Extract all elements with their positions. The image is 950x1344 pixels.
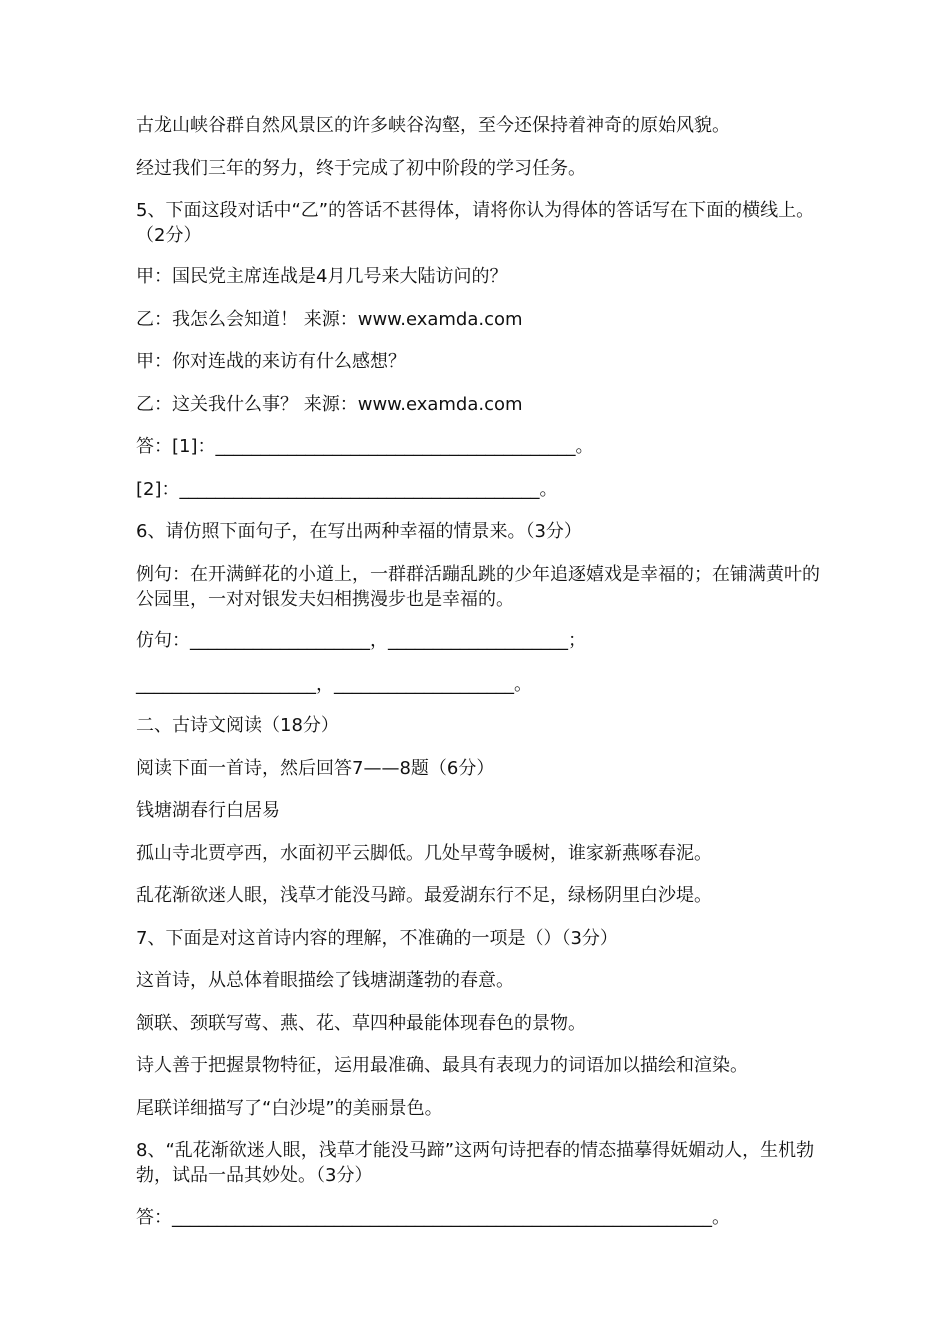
dialogue-line-yi-1: 乙：我怎么会知道！ 来源：www.examda.com xyxy=(136,309,523,330)
dialogue-line-yi-2: 乙：这关我什么事？ 来源：www.examda.com xyxy=(136,394,523,415)
poem-title: 钱塘湖春行白居易 xyxy=(136,800,280,821)
imitation-blank-2: ____________________，____________________。 xyxy=(136,674,532,695)
dialogue-line-jia-2: 甲：你对连战的来访有什么感想？ xyxy=(136,351,406,372)
reading-instruction: 阅读下面一首诗，然后回答7——8题（6分） xyxy=(136,758,495,779)
text-line-three-years: 经过我们三年的努力，终于完成了初中阶段的学习任务。 xyxy=(136,158,586,179)
option-line-2: 颔联、颈联写莺、燕、花、草四种最能体现春色的景物。 xyxy=(136,1013,586,1034)
question-5-prompt: 5、下面这段对话中“乙”的答话不甚得体，请将你认为得体的答话写在下面的横线上。（2分） xyxy=(136,200,815,246)
option-line-4: 尾联详细描写了“白沙堤”的美丽景色。 xyxy=(136,1098,443,1119)
option-line-1: 这首诗，从总体着眼描绘了钱塘湖蓬勃的春意。 xyxy=(136,970,514,991)
section-2-heading: 二、古诗文阅读（18分） xyxy=(136,715,339,736)
text-line-scenic-area: 古龙山峡谷群自然风景区的许多峡谷沟壑，至今还保持着神奇的原始风貌。 xyxy=(136,115,730,136)
option-line-3: 诗人善于把握景物特征，运用最准确、最具有表现力的词语加以描绘和渲染。 xyxy=(136,1055,748,1076)
question-8-prompt: 8、“乱花渐欲迷人眼，浅草才能没马蹄”这两句诗把春的情态描摹得妩媚动人，生机勃勃，试品一品其妙处。（3分） xyxy=(136,1140,815,1186)
dialogue-line-jia-1: 甲：国民党主席连战是4月几号来大陆访问的？ xyxy=(136,266,508,287)
example-sentence: 例句：在开满鲜花的小道上，一群群活蹦乱跳的少年追逐嬉戏是幸福的；在铺满黄叶的公园里，一对对银发夫妇相携漫步也是幸福的。 xyxy=(136,564,820,610)
answer-blank-1: 答：[1]：________________________________________。 xyxy=(136,436,594,457)
question-7-prompt: 7、下面是对这首诗内容的理解，不准确的一项是（）（3分） xyxy=(136,928,618,949)
poem-line-1: 孤山寺北贾亭西，水面初平云脚低。几处早莺争暖树，谁家新燕啄春泥。 xyxy=(136,843,712,864)
answer-blank-2: [2]：________________________________________。 xyxy=(136,479,558,500)
question-6-prompt: 6、请仿照下面句子，在写出两种幸福的情景来。（3分） xyxy=(136,521,582,542)
imitation-blank-1: 仿句：____________________，____________________； xyxy=(136,630,586,651)
poem-line-2: 乱花渐欲迷人眼，浅草才能没马蹄。最爱湖东行不足，绿杨阴里白沙堤。 xyxy=(136,885,712,906)
answer-blank-q8: 答：____________________________________________________________。 xyxy=(136,1207,730,1228)
